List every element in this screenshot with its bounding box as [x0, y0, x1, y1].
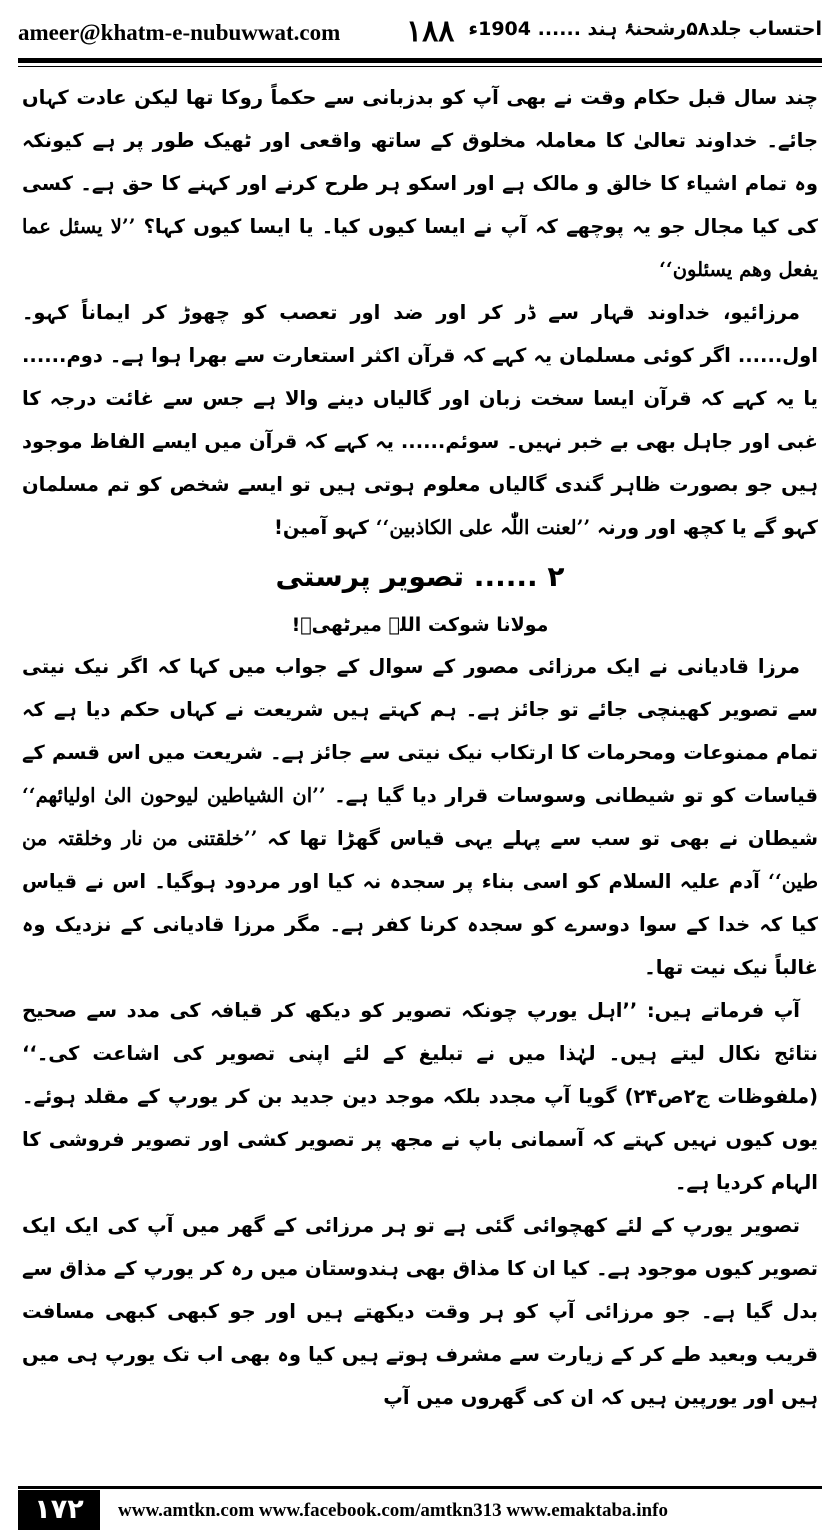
article-body — [22, 76, 818, 1436]
header-divider — [18, 58, 822, 63]
paragraph-3-text-a: مرزا قادیانی نے ایک مرزائی مصور کے سوال کے جواب میں کہا کہ اگر نیک نیتی سے تصویر کھینچی جائے تو جائز ہے۔ ہم کہتے ہیں شریعت نے کہاں حکم دیا ہے کہ تمام ممنوعات ومحرمات کا ارتکاب نیک نیتی سے جائز ہے۔ شریعت میں اس قسم کے قیاسات کو تو شیطانی وسوسات قرار دیا گیا ہے۔ — [22, 655, 818, 807]
paragraph-1-text: چند سال قبل حکام وقت نے بھی آپ کو بدزبانی سے حکماً روکا تھا لیکن عادت کہاں جائے۔ خداوند تعالیٰ کا معاملہ مخلوق کے ساتھ واقعی اور ٹھیک طور پر ہے کیونکہ وہ تمام اشیاء کا خالق و مالک ہے اور اسکو ہر طرح کرنے اور کہنے کا حق ہے۔ کسی کی کیا مجال جو یہ پوچھے کہ آپ نے ایسا کیوں کیا۔ یا ایسا کیوں کہا؟ — [22, 86, 818, 238]
paragraph-5: تصویر یورپ کے لئے کھچوائی گئی ہے تو ہر مرزائی کے گھر میں آپ کی ایک ایک تصویر کیوں موجود ہے۔ کیا ان کا مذاق بھی ہندوستان میں رہ کر یورپ کے مذاق سے بدل گیا ہے۔ جو مرزائی آپ کو ہر وقت دیکھتے ہیں اور جو کبھی کبھی مسافت قریب وبعید طے کر کے زیارت سے مشرف ہوتے ہیں کیا وہ بھی اب تک یورپ ہی میں ہیں اور یورپین ہیں کہ ان کی گھروں میں آپ — [22, 1214, 818, 1409]
quran-quote-3: ’’ان الشیاطین لیوحون الیٰ اولیائھم‘‘ — [22, 784, 326, 807]
footer-page-number: ۱۷۲ — [18, 1490, 100, 1530]
header-email[interactable]: ameer@khatm-e-nubuwwat.com — [18, 20, 341, 45]
paragraph-3 — [22, 645, 818, 989]
paragraph-2 — [22, 291, 818, 549]
paragraph-2-end: کہو آمین! — [274, 516, 369, 539]
footer-links[interactable]: www.amtkn.com www.facebook.com/amtkn313 www.emaktaba.info — [118, 1500, 668, 1521]
page-header — [18, 14, 822, 52]
section-heading: ۲ ...... تصویر پرستی — [275, 560, 565, 593]
header-divider-thin — [18, 66, 822, 67]
header-year: 1904 — [478, 18, 531, 40]
header-journal-info: احتساب جلد۵۸رشحنۂ ہند ...... 1904ء — [468, 18, 822, 40]
paragraph-4: آپ فرماتے ہیں: ’’اہل یورپ چونکہ تصویر کو دیکھ کر قیافہ کی مدد سے صحیح نتائج نکال لیتے ہیں۔ لہٰذا میں نے تبلیغ کے لئے اپنی تصویر کی اشاعت کی۔‘‘ (ملفوظات ج۲ص۲۴) گویا آپ مجدد بلکہ موجد دین جدید بن کر یورپ کے مقلد ہوئے۔ یوں کیوں نہیں کہتے کہ آسمانی باپ نے مجھ پر تصویر کشی اور تصویر فروشی کا الہام کردیا ہے۔ — [22, 999, 818, 1194]
header-journal-title: احتساب جلد۵۸رشحنۂ ہند ...... — [537, 18, 822, 40]
paragraph-1 — [22, 76, 818, 291]
quran-quote-1: ’’لا یسئل عما یفعل وھم یسئلون‘‘ — [22, 215, 818, 281]
paragraph-3-text-c: آدم علیہ السلام کو اسی بناء پر سجدہ نہ کیا اور مردود ہوگیا۔ اس نے قیاس کیا کہ خدا کے سوا دوسرے کو سجدہ کرنا کفر ہے۔ مگر مرزا قادیانی کے نزدیک وہ غالباً نیک نیت تھا۔ — [22, 870, 818, 979]
paragraph-2-text: مرزائیو، خداوند قہار سے ڈر کر اور ضد اور تعصب کو چھوڑ کر ایماناً کہو۔ اول...... اگر کوئی مسلمان یہ کہے کہ قرآن اکثر استعارت سے بھرا ہوا ہے۔ دوم...... یا یہ کہے کہ قرآن ایسا سخت زبان اور گالیاں دینے والا ہے جس سے غائت درجہ کا غبی اور جاہل بھی بے خبر نہیں۔ سوئم...... یہ کہے کہ قرآن میں ایسے الفاظ موجود ہیں جو بصورت ظاہر گندی گالیاں معلوم ہوتی ہیں تو ایسے شخص کو تم مسلمان کہو گے یا کچھ اور ورنہ — [22, 301, 818, 539]
author-byline: مولانا شوکت اللہ میرٹھیؒ! — [291, 614, 549, 636]
page-footer — [18, 1488, 822, 1532]
header-page-number: ۱۸۸ — [406, 14, 455, 49]
quran-quote-2: ’’لعنت اللّٰہ علی الکاذبین‘‘ — [375, 516, 591, 539]
paragraph-3-text-b: شیطان نے بھی تو سب سے پہلے یہی قیاس گھڑا تھا کہ — [267, 827, 818, 850]
quran-quote-4: ’’خلقتنی من نار وخلقتہ من طین‘‘ — [22, 827, 818, 893]
